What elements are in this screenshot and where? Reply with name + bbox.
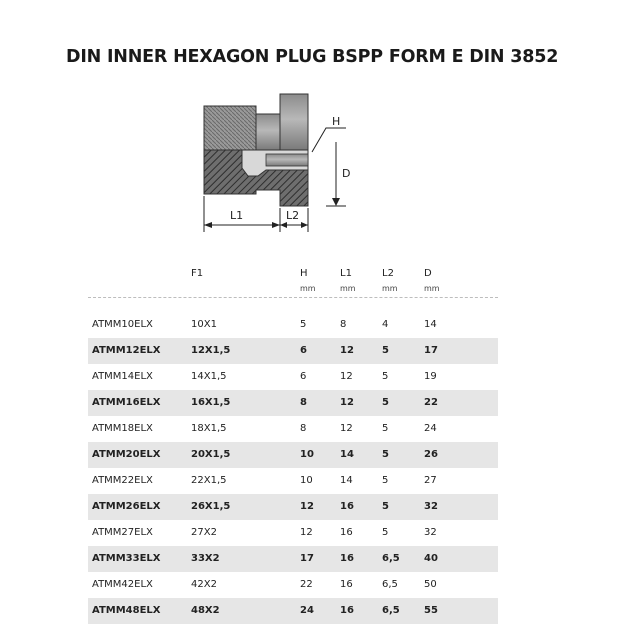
cell-f1: 26X1,5 [191,501,231,512]
dimensions-table [88,264,498,624]
table-row [88,338,498,364]
col-header-h: H [300,268,308,279]
cell-l1: 16 [340,579,353,590]
cell-l1: 12 [340,371,353,382]
cell-f1: 20X1,5 [191,449,231,460]
cell-l1: 12 [340,345,354,356]
cell-l2: 4 [382,319,389,330]
dim-label-l2: L2 [286,209,300,222]
cell-d: 32 [424,527,437,538]
cell-d: 24 [424,423,437,434]
unit-h: mm [300,284,316,293]
cell-code: ATMM27ELX [92,527,153,538]
cell-l2: 6,5 [382,553,400,564]
cell-h: 5 [300,319,307,330]
cell-f1: 42X2 [191,579,217,590]
cell-h: 17 [300,553,314,564]
cell-h: 6 [300,345,307,356]
col-header-l1: L1 [340,268,352,279]
cell-l1: 16 [340,501,354,512]
cell-code: ATMM10ELX [92,319,153,330]
cell-d: 50 [424,579,437,590]
cell-l1: 16 [340,527,353,538]
table-header [88,264,498,283]
cell-l1: 14 [340,475,353,486]
cell-h: 12 [300,501,314,512]
cell-l2: 5 [382,423,389,434]
cell-code: ATMM12ELX [92,345,161,356]
cell-code: ATMM16ELX [92,397,161,408]
table-row [88,598,498,624]
table-row [88,390,498,416]
cell-code: ATMM18ELX [92,423,153,434]
cell-f1: 16X1,5 [191,397,231,408]
cell-d: 26 [424,449,438,460]
cell-f1: 18X1,5 [191,423,227,434]
cell-l2: 5 [382,449,389,460]
cell-f1: 48X2 [191,605,220,616]
cell-code: ATMM26ELX [92,501,161,512]
cell-f1: 22X1,5 [191,475,227,486]
cell-l1: 8 [340,319,347,330]
cell-d: 22 [424,397,438,408]
col-header-d: D [424,268,432,279]
cell-f1: 12X1,5 [191,345,231,356]
cell-d: 17 [424,345,438,356]
cell-f1: 14X1,5 [191,371,227,382]
cell-l1: 16 [340,553,354,564]
cell-l2: 5 [382,371,389,382]
unit-l1: mm [340,284,356,293]
plug-body-upper-view [204,94,308,150]
dimension-d [326,142,350,206]
col-header-f1: F1 [191,268,204,279]
cell-l2: 5 [382,475,389,486]
cell-d: 19 [424,371,437,382]
table-row [88,312,498,338]
plug-body-section-view [204,150,308,206]
table-row [88,468,498,494]
dim-label-h: H [332,115,341,128]
cell-d: 27 [424,475,437,486]
cell-l2: 6,5 [382,579,398,590]
cell-code: ATMM20ELX [92,449,161,460]
unit-d: mm [424,284,440,293]
cell-h: 8 [300,423,307,434]
cell-l2: 5 [382,527,389,538]
cell-code: ATMM42ELX [92,579,153,590]
table-row [88,494,498,520]
cell-h: 22 [300,579,313,590]
cell-l2: 5 [382,501,389,512]
cell-h: 24 [300,605,314,616]
cell-l2: 6,5 [382,605,400,616]
cell-f1: 33X2 [191,553,220,564]
cell-l2: 5 [382,397,389,408]
plug-technical-drawing [0,0,640,260]
cell-h: 10 [300,475,313,486]
cell-d: 14 [424,319,437,330]
table-row [88,546,498,572]
cell-h: 10 [300,449,314,460]
cell-h: 6 [300,371,307,382]
col-header-l2: L2 [382,268,394,279]
cell-l2: 5 [382,345,389,356]
table-body [88,312,498,624]
dim-label-d: D [342,167,351,180]
cell-code: ATMM48ELX [92,605,161,616]
table-row [88,416,498,442]
table-row [88,364,498,390]
dimension-h [312,115,346,152]
cell-d: 32 [424,501,438,512]
table-row [88,572,498,598]
table-units-row [88,283,498,298]
cell-code: ATMM33ELX [92,553,161,564]
unit-l2: mm [382,284,398,293]
page-title: DIN INNER HEXAGON PLUG BSPP FORM E DIN 3852 [66,47,559,67]
cell-l1: 16 [340,605,354,616]
cell-f1: 10X1 [191,319,217,330]
cell-l1: 14 [340,449,354,460]
cell-l1: 12 [340,423,353,434]
cell-d: 40 [424,553,438,564]
cell-h: 12 [300,527,313,538]
table-row [88,442,498,468]
cell-l1: 12 [340,397,354,408]
cell-code: ATMM14ELX [92,371,153,382]
dim-label-l1: L1 [230,209,244,222]
cell-code: ATMM22ELX [92,475,153,486]
table-row [88,520,498,546]
cell-f1: 27X2 [191,527,217,538]
cell-d: 55 [424,605,438,616]
cell-h: 8 [300,397,307,408]
